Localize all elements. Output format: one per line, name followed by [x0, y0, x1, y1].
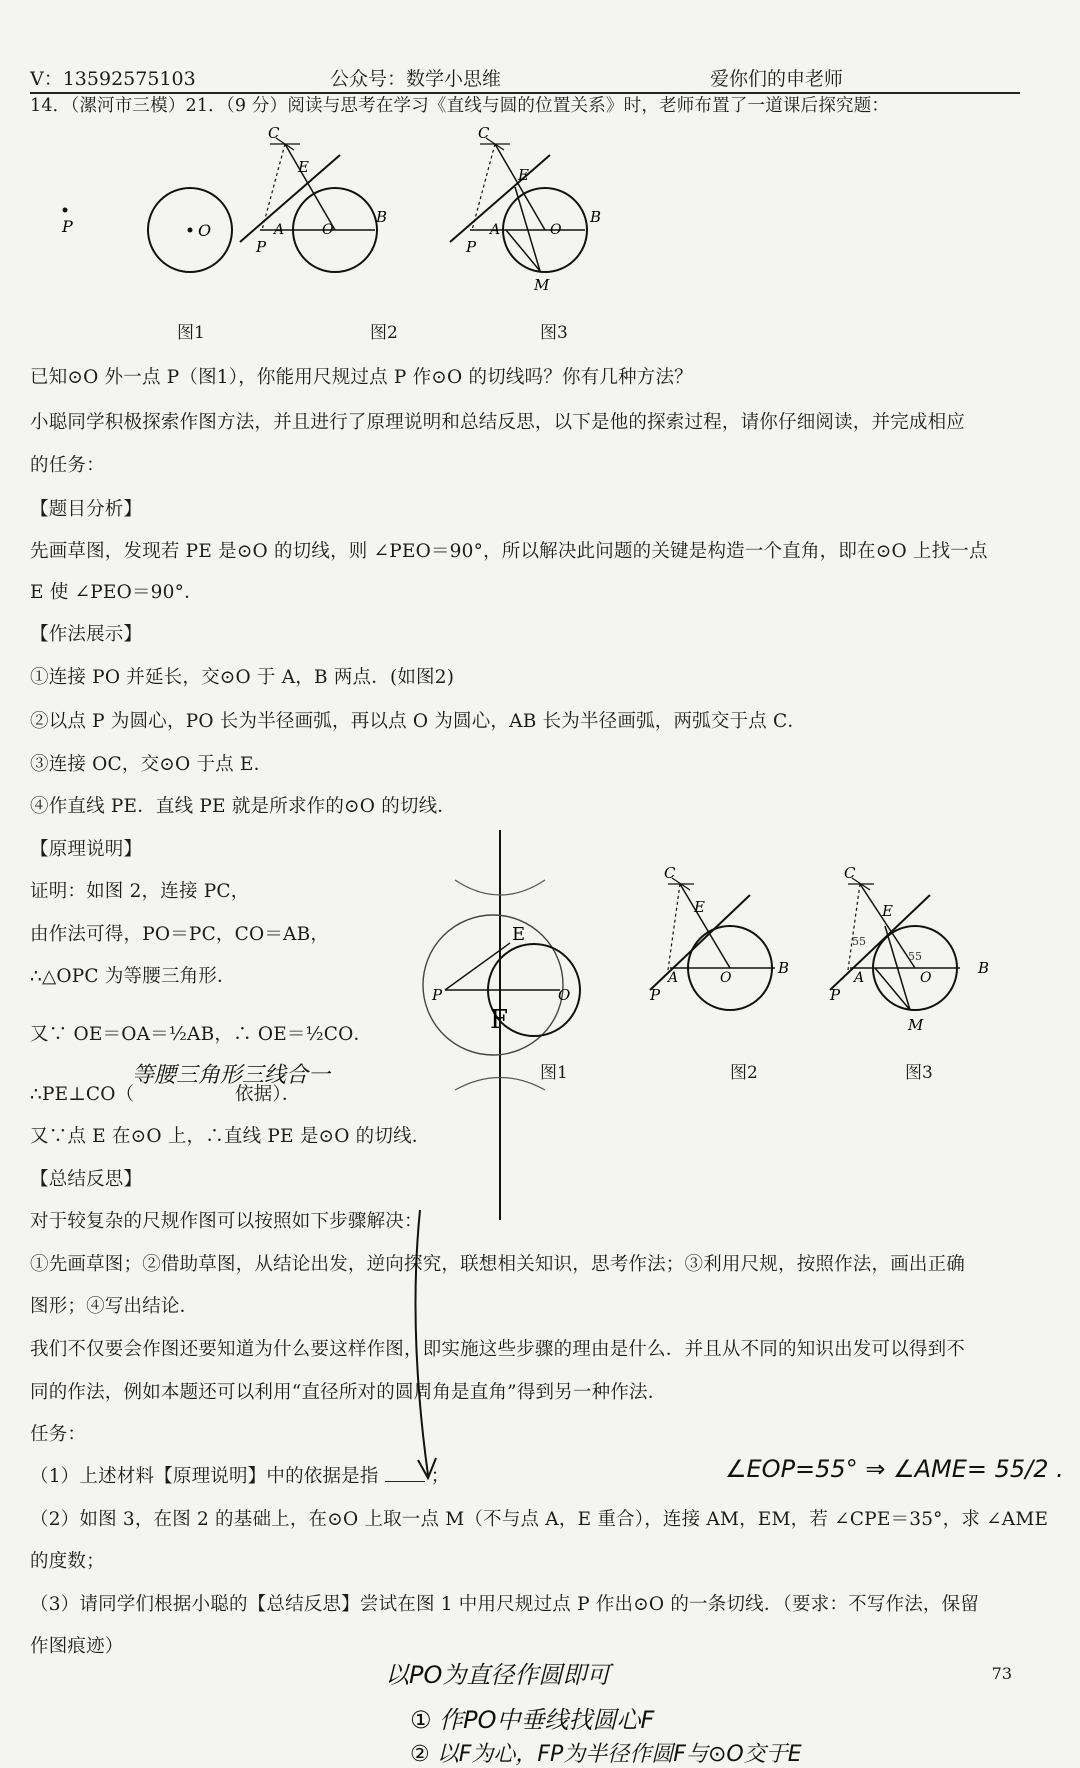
proof-line-4: 又∵ OE＝OA＝½AB，∴ OE＝½CO．: [30, 1024, 373, 1045]
method-step-2: ②以点 P 为圆心，PO 长为半径画弧，再以点 O 为圆心，AB 长为半径画弧，两弧交于点 C．: [30, 711, 807, 732]
label-A: A: [854, 970, 865, 986]
label-C: C: [478, 124, 490, 142]
reflection-line-2: ①先画草图；②借助草图，从结论出发，逆向探究，联想相关知识，思考作法；③利用尺规，按照作法，画出正确: [30, 1254, 966, 1275]
reflection-line-3: 图形；④写出结论．: [30, 1296, 199, 1317]
label-O: O: [558, 986, 571, 1004]
handwritten-note-3: ② 以F为心，FP为半径作圆F与⊙O交于E: [410, 1742, 802, 1767]
task-1: [30, 1462, 449, 1488]
header-account: 公众号：数学小思维: [330, 68, 502, 90]
label-P: P: [830, 986, 841, 1004]
header-contact: V：13592575103: [30, 68, 196, 90]
label-P: P: [432, 986, 443, 1004]
method-heading: 【作法展示】: [30, 624, 143, 645]
handwritten-answer-2: ∠EOP=55° ⇒ ∠AME= 55/2 .: [725, 1455, 1064, 1483]
handwritten-note-1: 以PO为直径作圆即可: [385, 1661, 611, 1689]
label-C: C: [664, 864, 676, 882]
label-P: P: [62, 217, 73, 236]
proof-line-5: ∴PE⊥CO（: [30, 1084, 135, 1105]
label-E: E: [882, 902, 893, 920]
mid-fig2-caption: 图2: [730, 1063, 758, 1083]
problem-title: 14．（漯河市三模）21．（9 分）阅读与思考在学习《直线与圆的位置关系》时，老师布置了一道课后探究题：: [30, 96, 890, 116]
task-1-text: （1）上述材料【原理说明】中的依据是指: [30, 1466, 379, 1487]
method-step-4: ④作直线 PE．直线 PE 就是所求作的⊙O 的切线．: [30, 796, 456, 817]
angle-55-b: 55: [908, 950, 922, 963]
label-C: C: [268, 124, 280, 142]
proof-line-1: 证明：如图 2，连接 PC，: [30, 881, 250, 902]
handwritten-reason: 等腰三角形三线合一: [132, 1063, 331, 1088]
mid-figure-3: [830, 864, 1000, 1050]
task-2-line-1: （2）如图 3，在图 2 的基础上，在⊙O 上取一点 M（不与点 A，E 重合），连接 AM，EM，若 ∠CPE＝35°，求 ∠AME: [30, 1509, 1049, 1530]
label-O: O: [920, 970, 932, 986]
proof-line-6: 又∵点 E 在⊙O 上，∴直线 PE 是⊙O 的切线．: [30, 1126, 431, 1147]
label-A: A: [274, 222, 285, 238]
page-header: [30, 62, 1020, 94]
label-E: E: [512, 924, 526, 945]
analysis-line-1: 先画草图，发现若 PE 是⊙O 的切线，则 ∠PEO＝90°，所以解决此问题的关键是构造一个直角，即在⊙O 上找一点: [30, 541, 988, 562]
label-C: C: [844, 864, 856, 882]
label-E: E: [694, 898, 705, 916]
method-step-3: ③连接 OC，交⊙O 于点 E．: [30, 754, 273, 775]
top-fig2-caption: 图2: [370, 323, 398, 343]
question-text: 已知⊙O 外一点 P（图1），你能用尺规过点 P 作⊙O 的切线吗？你有几种方法？: [30, 367, 693, 388]
mid-fig1-caption: 图1: [540, 1063, 568, 1083]
reflection-line-1: 对于较复杂的尺规作图可以按照如下步骤解决：: [30, 1211, 423, 1232]
label-O: O: [720, 970, 732, 986]
proof-line-3: ∴△OPC 为等腰三角形．: [30, 966, 236, 987]
angle-55-a: 55: [852, 935, 866, 948]
label-B: B: [376, 208, 388, 226]
task-1-end: ；: [430, 1466, 450, 1487]
proof-line-2: 由作法可得，PO＝PC，CO＝AB，: [30, 924, 330, 945]
intro-line-1: 小聪同学积极探索作图方法，并且进行了原理说明和总结反思，以下是他的探索过程，请你仔细阅读，并完成相应: [30, 412, 966, 433]
analysis-heading: 【题目分析】: [30, 499, 143, 520]
proof-line-5-end: 依据）．: [235, 1084, 301, 1105]
method-step-1: ①连接 PO 并延长，交⊙O 于 A，B 两点．(如图2): [30, 667, 455, 688]
top-fig1-caption: 图1: [177, 323, 205, 343]
handwritten-arrow: [400, 1210, 440, 1490]
top-figure-2: [240, 124, 430, 300]
mid-figure-1: [430, 830, 620, 1230]
label-B: B: [778, 959, 790, 977]
task-2-line-2: 的度数；: [30, 1551, 105, 1572]
mid-figure-2: [650, 864, 810, 1020]
label-A: A: [668, 970, 679, 986]
label-P: P: [650, 986, 661, 1004]
label-E: E: [298, 158, 309, 176]
task-3-line-1: （3）请同学们根据小聪的【总结反思】尝试在图 1 中用尺规过点 P 作出⊙O 的一条切线．（要求：不写作法，保留: [30, 1594, 980, 1615]
label-P: P: [466, 238, 477, 256]
label-F: F: [490, 1005, 509, 1035]
handwritten-note-2: ① 作PO中垂线找圆心F: [410, 1706, 655, 1734]
tasks-heading: 任务：: [30, 1424, 87, 1445]
label-B: B: [590, 208, 602, 226]
page-number: 73: [991, 1664, 1012, 1683]
label-O: O: [198, 221, 212, 240]
reflection-line-5: 同的作法，例如本题还可以利用“直径所对的圆周角是直角”得到另一种作法．: [30, 1382, 667, 1403]
proof-heading: 【原理说明】: [30, 839, 143, 860]
label-E: E: [518, 166, 529, 184]
mid-fig3-caption: 图3: [905, 1063, 933, 1083]
reflection-heading: 【总结反思】: [30, 1169, 143, 1190]
label-O: O: [550, 222, 562, 238]
analysis-line-2: E 使 ∠PEO＝90°．: [30, 582, 203, 603]
label-O: O: [322, 222, 334, 238]
reflection-line-4: 我们不仅要会作图还要知道为什么要这样作图，即实施这些步骤的理由是什么．并且从不同的知识出发可以得到不: [30, 1339, 966, 1360]
task-3-line-2: 作图痕迹）: [30, 1636, 124, 1657]
label-M: M: [908, 1016, 924, 1034]
label-P: P: [256, 238, 267, 256]
top-fig3-caption: 图3: [540, 323, 568, 343]
top-figure-1: [60, 190, 260, 300]
label-B: B: [978, 959, 990, 977]
top-figure-3: [450, 124, 640, 310]
label-M: M: [534, 276, 550, 294]
header-author: 爱你们的申老师: [710, 68, 844, 90]
intro-line-2: 的任务：: [30, 455, 105, 476]
label-A: A: [490, 222, 501, 238]
